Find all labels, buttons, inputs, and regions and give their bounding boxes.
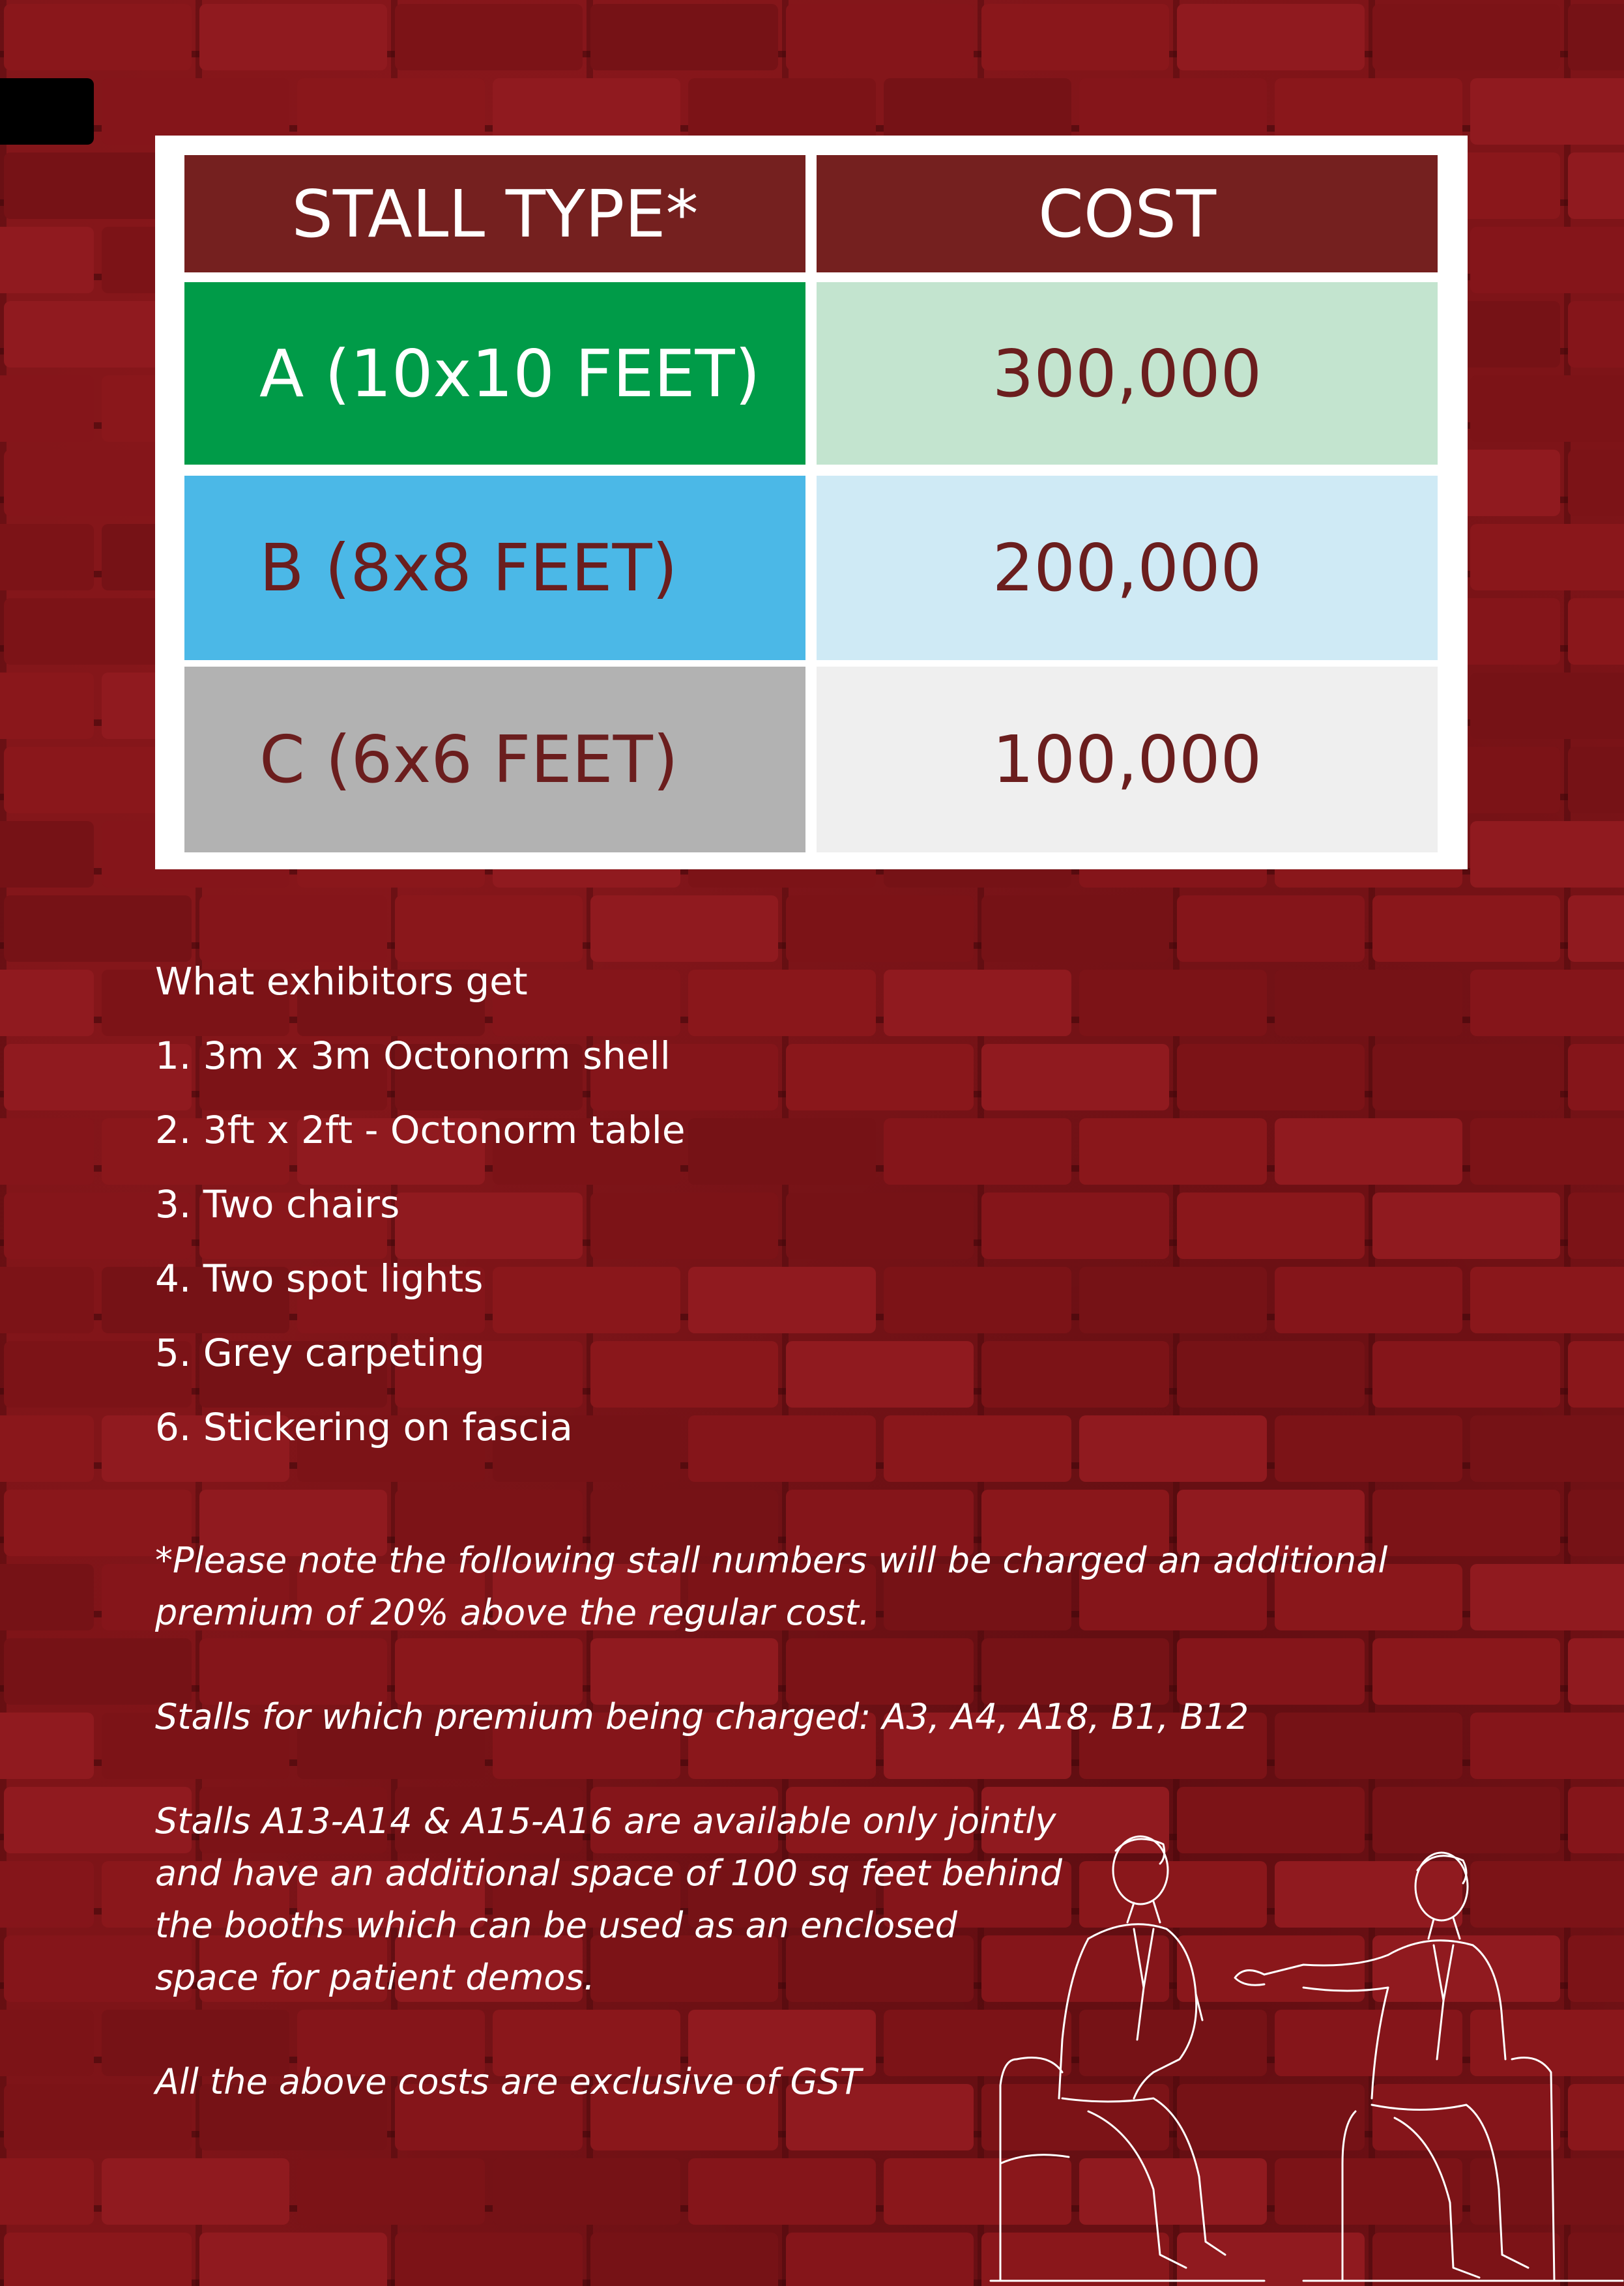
brick	[1372, 1044, 1560, 1110]
right-person-line-art	[1235, 1853, 1623, 2281]
brick	[688, 2158, 876, 2225]
brick	[1470, 1118, 1624, 1185]
brick	[1470, 227, 1624, 293]
brick	[0, 375, 94, 442]
brick	[0, 673, 94, 739]
header-cost: COST	[817, 155, 1438, 272]
brick	[1079, 1415, 1267, 1482]
brick	[1177, 1341, 1365, 1408]
brick	[0, 821, 94, 888]
brick	[786, 1193, 974, 1259]
brick	[102, 2158, 289, 2225]
brick	[297, 78, 485, 145]
benefit-item: 5. Grey carpeting	[155, 1331, 485, 1375]
brick	[1177, 4, 1365, 70]
brick	[1568, 747, 1624, 813]
brick	[1470, 524, 1624, 590]
brick	[1470, 1713, 1624, 1779]
left-person-line-art	[991, 1836, 1264, 2281]
brick	[981, 895, 1169, 962]
brick	[981, 1193, 1169, 1259]
brick	[0, 970, 94, 1036]
brick	[688, 78, 876, 145]
benefit-item: 6. Stickering on fascia	[155, 1405, 573, 1449]
benefit-item: 1. 3m x 3m Octonorm shell	[155, 1034, 671, 1078]
brick	[1275, 1118, 1462, 1185]
stall-cost-c: 100,000	[817, 667, 1438, 852]
brick	[590, 4, 778, 70]
brick	[1568, 4, 1624, 70]
brick	[1470, 78, 1624, 145]
brick	[1177, 895, 1365, 962]
benefit-item: 3. Two chairs	[155, 1182, 400, 1226]
brick	[4, 4, 192, 70]
brick	[786, 895, 974, 962]
brick	[1372, 895, 1560, 962]
brick	[1568, 301, 1624, 368]
brick	[1568, 450, 1624, 516]
brick	[1568, 598, 1624, 665]
gst-note: All the above costs are exclusive of GST	[155, 2061, 862, 2102]
stall-type-c: C (6x6 FEET)	[184, 667, 805, 852]
brick	[0, 227, 94, 293]
brick	[0, 2158, 94, 2225]
brick	[1275, 1267, 1462, 1333]
brick	[884, 1267, 1071, 1333]
brick	[786, 4, 974, 70]
brick	[688, 1415, 876, 1482]
brick	[0, 1713, 94, 1779]
brick	[0, 1267, 94, 1333]
brick	[1372, 1490, 1560, 1556]
stall-type-a: A (10x10 FEET)	[184, 282, 805, 465]
brick	[1568, 895, 1624, 962]
brick	[1372, 1638, 1560, 1705]
brick	[688, 1267, 876, 1333]
brick	[493, 78, 680, 145]
brick	[1568, 1193, 1624, 1259]
brick	[1177, 1193, 1365, 1259]
brick	[4, 2233, 192, 2286]
brick	[786, 1044, 974, 1110]
brick	[0, 2010, 94, 2076]
stall-pricing-table	[155, 136, 1468, 869]
brick	[0, 524, 94, 590]
brick	[0, 1564, 94, 1630]
brick	[1470, 673, 1624, 739]
brick	[1470, 1267, 1624, 1333]
brick	[0, 78, 94, 145]
brick	[1568, 1341, 1624, 1408]
stall-cost-b: 200,000	[817, 476, 1438, 660]
brick	[1470, 970, 1624, 1036]
stall-cost-a: 300,000	[817, 282, 1438, 465]
brick	[1079, 78, 1267, 145]
brick	[1372, 4, 1560, 70]
brick	[1275, 1415, 1462, 1482]
brick	[0, 1118, 94, 1185]
stall-type-b: B (8x8 FEET)	[184, 476, 805, 660]
brick	[1470, 821, 1624, 888]
brick	[1568, 1044, 1624, 1110]
brick	[1470, 1564, 1624, 1630]
brick	[0, 1415, 94, 1482]
benefit-item: 4. Two spot lights	[155, 1256, 484, 1301]
joint-stalls-note: Stalls A13-A14 & A15-A16 are available only jointly and have an additional space of 100 sq feet behind the booths which can be used as an enclosed space for patient demos.	[155, 1801, 1062, 1998]
benefit-item: 2. 3ft x 2ft - Octonorm table	[155, 1108, 686, 1152]
brick	[1079, 1118, 1267, 1185]
brick	[884, 78, 1071, 145]
brick	[199, 2233, 387, 2286]
brick	[1372, 1341, 1560, 1408]
premium-stalls-note: Stalls for which premium being charged: A3, A4, A18, B1, B12	[155, 1696, 1249, 1737]
brick	[981, 4, 1169, 70]
brick	[1372, 1193, 1560, 1259]
benefits-title: What exhibitors get	[155, 959, 528, 1004]
brick	[102, 78, 289, 145]
brick	[0, 1861, 94, 1928]
brick	[1079, 970, 1267, 1036]
brick	[688, 970, 876, 1036]
brick	[1079, 1267, 1267, 1333]
brick	[395, 4, 583, 70]
brick	[395, 2233, 583, 2286]
brick	[786, 1341, 974, 1408]
brick	[884, 970, 1071, 1036]
brick	[1275, 78, 1462, 145]
brick	[1568, 1490, 1624, 1556]
brick	[1177, 1044, 1365, 1110]
brick	[981, 1044, 1169, 1110]
exhibitor-benefits	[155, 951, 686, 1471]
brick	[199, 4, 387, 70]
brick	[297, 2158, 485, 2225]
brick	[1470, 1415, 1624, 1482]
header-stall-type: STALL TYPE*	[184, 155, 805, 272]
brick	[1275, 970, 1462, 1036]
brick	[1568, 1638, 1624, 1705]
premium-note: *Please note the following stall numbers will be charged an additional premium of 20% above the regular cost.	[155, 1540, 1388, 1633]
brick	[981, 1341, 1169, 1408]
brick	[884, 1118, 1071, 1185]
brick	[493, 2158, 680, 2225]
brick	[884, 1415, 1071, 1482]
two-people-seated-meeting-icon	[938, 1825, 1624, 2286]
brick	[688, 1118, 876, 1185]
brick	[590, 2233, 778, 2286]
brick	[1568, 152, 1624, 219]
brick	[1470, 375, 1624, 442]
